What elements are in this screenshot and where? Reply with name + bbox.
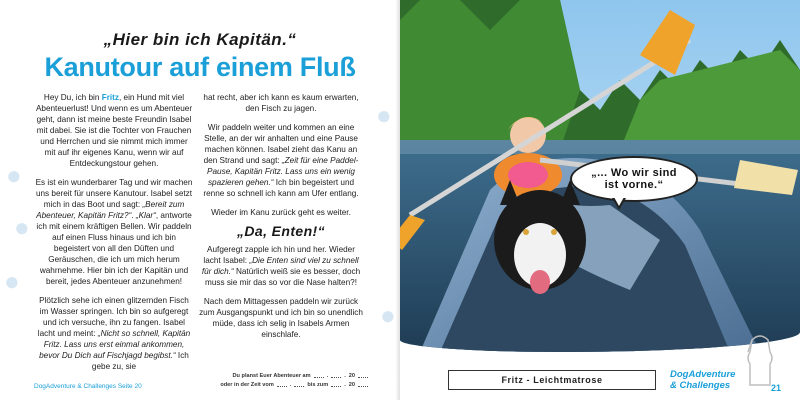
paw-print-icon: ● bbox=[380, 300, 396, 330]
page-title: Kanutour auf einem Fluß bbox=[44, 52, 356, 82]
right-page bbox=[400, 0, 800, 400]
planned-date-row: Du planst Euer Abenteuer am . . 20 bbox=[196, 372, 368, 381]
text-column-1 bbox=[34, 92, 194, 380]
year-blank[interactable] bbox=[358, 372, 368, 378]
page-footer-left: DogAdventure & Challenges Seite 20 bbox=[34, 383, 142, 390]
dog-name: Fritz bbox=[101, 93, 119, 102]
paragraph: Aufgeregt zapple ich hin und her. Wieder lacht Isabel: „Die Enten sind viel zu schnell für dich.“ Natürlich weiß sie es besser, doch muss sie mir das so vor die Nase halten?! bbox=[201, 245, 361, 287]
date-planner bbox=[196, 372, 368, 390]
page-number: 21 bbox=[771, 383, 782, 393]
paragraph: Wir paddeln weiter und kommen an eine Stelle, an der wir anhalten und eine Pause machen können. Isabel zieht das Kanu an den Strand und sagt: „Zeit für eine Paddel-Pause, Kapitän Fritz. Lass uns ein wenig spazieren gehen.“ Ich bin begeistert und renne so schnell ich kann am Ufer entlang. bbox=[203, 123, 359, 198]
dog-outline-icon bbox=[740, 330, 780, 390]
photo-caption: Fritz - Leichtmatrose bbox=[448, 370, 656, 390]
speech-text: „... Wo wir sind ist vorne.“ bbox=[591, 167, 677, 191]
paragraph: Plötzlich sehe ich einen glitzernden Fisch im Wasser springen. Ich bin so aufgeregt und ich versuche, ihn zu fangen. Isabel lacht und meint: „Nicht so schnell, Kapitän Fritz. Lass uns erst einmal ankommen, bevor Du Dich auf Fischjagd begibst.“ Ich gebe zu, sie bbox=[37, 296, 191, 371]
chapter-kicker: „Hier bin ich Kapitän.“ bbox=[103, 30, 297, 49]
paragraph: Es ist ein wunderbarer Tag und wir machen uns bereit für unsere Kanutour. Isabel setzt mich in das Boot und sagt: „Bereit zum Abenteuer, Kapitän Fritz?“. „Klar“, antworte ich mit einem kräftigen Bellen. Wir paddeln auf einen Fluss hinaus und ich bin begeistert von all den Düften und Geräuschen, die ich um mich herum wahrnehme. Hier bin ich der Kapitän und bereit, jedes Abenteuer anzunehmen! bbox=[35, 178, 193, 286]
from-day-blank[interactable] bbox=[277, 381, 287, 387]
paragraph: Hey Du, ich bin Fritz, ein Hund mit viel Abenteuerlust! Und wenn es um Abenteuer geht, dann ist meine beste Freundin Isabel mit dabei. Sie ist die Tochter von Frauchen und Herrchen und sie nimmt mich immer mit auf ihr eigenes Kanu, wenn wir auf Entdeckungstour gehen. bbox=[35, 93, 193, 168]
speech-bubble bbox=[570, 156, 698, 202]
date-range-row: oder in der Zeit vom . bis zum . 20 bbox=[196, 381, 368, 390]
paw-print-icon: ● bbox=[4, 266, 20, 296]
to-day-blank[interactable] bbox=[331, 381, 341, 387]
paw-print-icon: ● bbox=[6, 160, 22, 190]
text-column-2 bbox=[198, 92, 364, 348]
paw-print-icon: ● bbox=[376, 100, 392, 130]
paragraph: Wieder im Kanu zurück geht es weiter. bbox=[211, 208, 351, 217]
brand-label: DogAdventure & Challenges bbox=[670, 369, 736, 391]
speech-bubble-tail-fill bbox=[614, 197, 624, 206]
to-year-blank[interactable] bbox=[358, 381, 368, 387]
paragraph: hat recht, aber ich kann es kaum erwarten, den Fisch zu jagen. bbox=[203, 93, 359, 113]
from-month-blank[interactable] bbox=[294, 381, 304, 387]
sub-heading: „Da, Enten!“ bbox=[236, 223, 326, 239]
paw-print-icon: ● bbox=[14, 212, 30, 242]
paragraph: Nach dem Mittagessen paddeln wir zurück zum Ausgangspunkt und ich bin so unendlich müde, dass ich selig in Isabels Armen einschlafe. bbox=[199, 297, 363, 339]
month-blank[interactable] bbox=[331, 372, 341, 378]
day-blank[interactable] bbox=[314, 372, 324, 378]
